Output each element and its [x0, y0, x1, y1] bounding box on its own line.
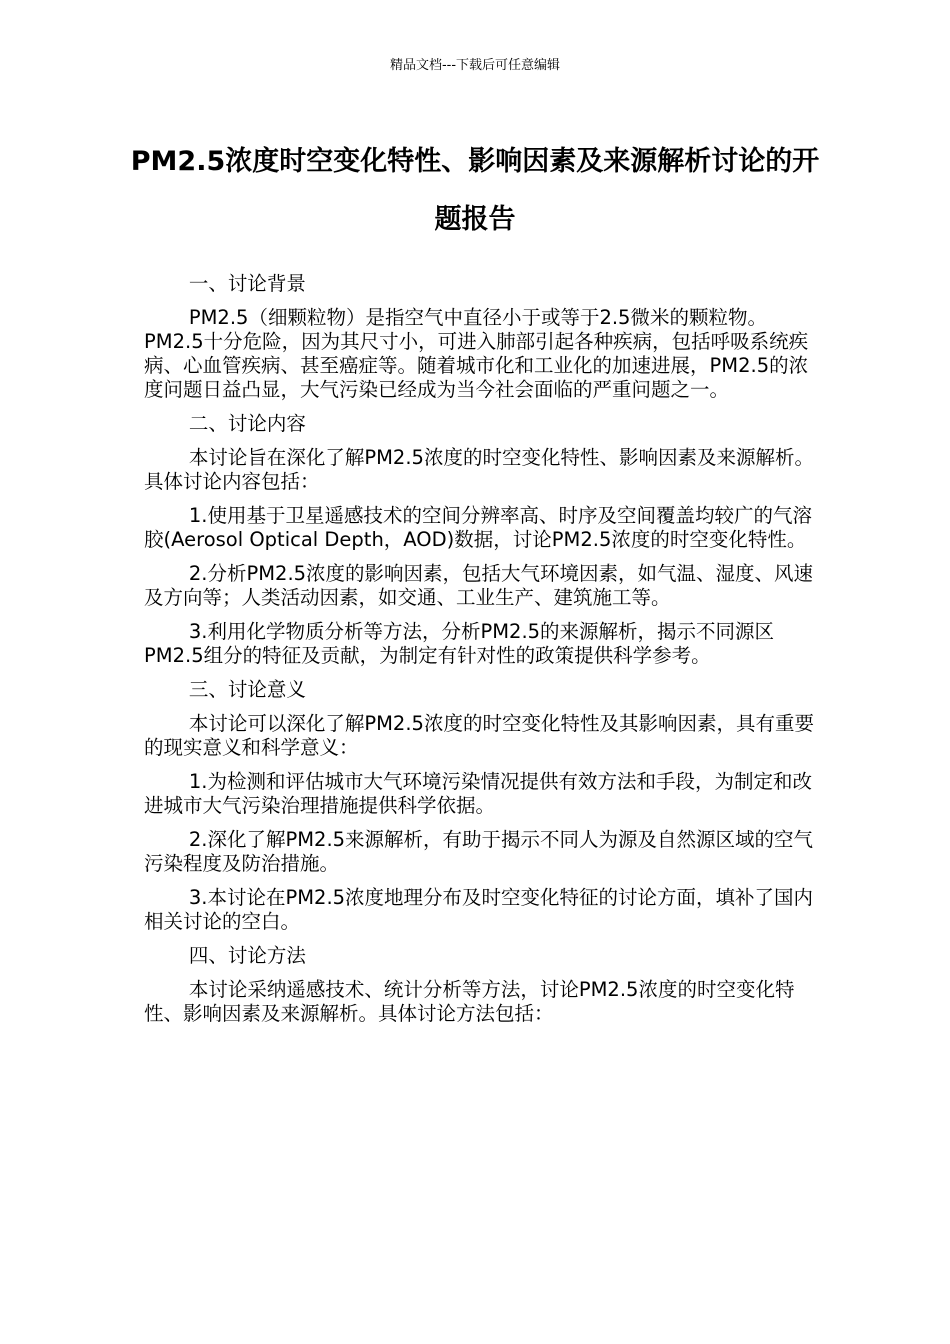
paragraph: 本讨论采纳遥感技术、统计分析等方法，讨论PM2.5浓度的时空变化特性、影响因素及来源解析。具体讨论方法包括： [144, 978, 795, 1025]
section-methods [144, 944, 814, 1026]
list-item: 2.分析PM2.5浓度的影响因素，包括大气环境因素，如气温、湿度、风速及方向等；人类活动因素，如交通、工业生产、建筑施工等。 [144, 562, 814, 609]
list-item: 3.利用化学物质分析等方法，分析PM2.5的来源解析，揭示不同源区PM2.5组分的特征及贡献，为制定有针对性的政策提供科学参考。 [144, 620, 775, 667]
section-content [144, 412, 814, 668]
section-significance [144, 678, 814, 934]
section-heading: 三、讨论意义 [188, 678, 306, 701]
list-item: 2.深化了解PM2.5来源解析，有助于揭示不同人为源及自然源区域的空气污染程度及防治措施。 [144, 828, 814, 875]
paragraph: 本讨论可以深化了解PM2.5浓度的时空变化特性及其影响因素，具有重要的现实意义和科学意义： [144, 712, 814, 759]
document-title: PM2.5浓度时空变化特性、影响因素及来源解析讨论的开题报告 [130, 146, 820, 235]
paragraph: PM2.5（细颗粒物）是指空气中直径小于或等于2.5微米的颗粒物。PM2.5十分危险，因为其尺寸小，可进入肺部引起各种疾病，包括呼吸系统疾病、心血管疾病、甚至癌症等。随着城市化和工业化的加速进展，PM2.5的浓度问题日益凸显，大气污染已经成为当今社会面临的严重问题之一。 [144, 306, 809, 401]
list-item: 1.使用基于卫星遥感技术的空间分辨率高、时序及空间覆盖均较广的气溶胶(Aerosol Optical Depth，AOD)数据，讨论PM2.5浓度的时空变化特性。 [144, 504, 812, 551]
section-heading: 一、讨论背景 [188, 272, 306, 295]
section-heading: 二、讨论内容 [188, 412, 306, 435]
document-body [144, 272, 814, 1036]
section-background [144, 272, 814, 402]
section-heading: 四、讨论方法 [188, 944, 306, 967]
list-item: 1.为检测和评估城市大气环境污染情况提供有效方法和手段，为制定和改进城市大气污染治理措施提供科学依据。 [144, 770, 812, 817]
page-header-note: 精品文档---下载后可任意编辑 [389, 58, 561, 73]
paragraph: 本讨论旨在深化了解PM2.5浓度的时空变化特性、影响因素及来源解析。具体讨论内容包括： [144, 446, 814, 493]
list-item: 3.本讨论在PM2.5浓度地理分布及时空变化特征的讨论方面，填补了国内相关讨论的空白。 [144, 886, 814, 933]
